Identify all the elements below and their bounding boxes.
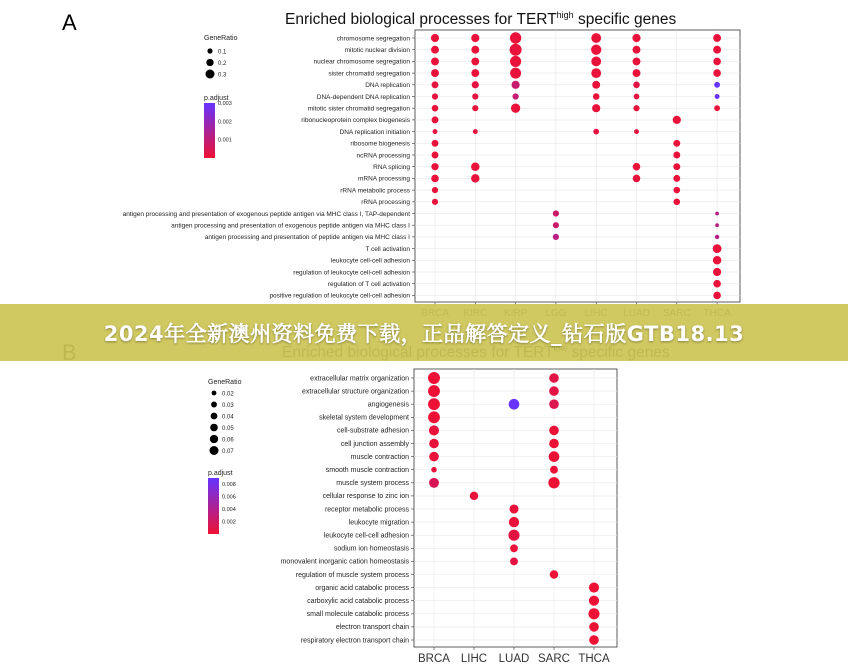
data-point [513, 93, 519, 99]
data-point [431, 34, 439, 42]
data-point [591, 68, 601, 78]
category-label: LUAD [498, 653, 530, 665]
data-point [433, 129, 438, 134]
data-point [471, 57, 479, 65]
term-label: cell junction assembly [340, 440, 409, 448]
data-point [549, 426, 559, 436]
data-point [432, 152, 439, 159]
size-legend-dot [206, 59, 213, 66]
term-label: leukocyte migration [348, 519, 409, 527]
banner-text: 2024年全新澳州资料免费下载，正品解答定义_钻石版GTB18.13 [103, 321, 745, 346]
data-point [553, 210, 559, 216]
term-label: leukocyte cell-cell adhesion [330, 257, 410, 265]
data-point [428, 411, 440, 423]
panel-a-title-tail: specific genes [573, 11, 677, 28]
size-legend-label: 0.02 [222, 391, 234, 398]
term-label: receptor metabolic process [324, 506, 409, 514]
panel-b [62, 340, 670, 665]
data-point [509, 504, 518, 513]
colorbar-tick-label: 0.001 [218, 137, 232, 144]
term-label: rRNA metabolic process [340, 187, 410, 195]
term-label: T cell activation [365, 245, 410, 253]
data-point [634, 94, 640, 100]
term-label: skeletal system development [319, 414, 409, 422]
data-point [549, 373, 559, 383]
size-legend-label: 0.1 [218, 49, 227, 56]
category-label: SARC [538, 653, 570, 665]
data-point [673, 152, 680, 159]
data-point [713, 58, 721, 66]
data-point [589, 583, 599, 593]
term-label: sister chromatid segregation [328, 70, 410, 78]
panel-a-title-sup: high [556, 10, 574, 20]
data-point [714, 82, 720, 88]
term-label: DNA replication initiation [339, 128, 410, 136]
panel-a-label: A [62, 10, 77, 35]
data-point [432, 199, 438, 205]
panel-a-title-main: Enriched biological processes for TERT [285, 11, 557, 28]
size-legend-label: 0.03 [222, 402, 234, 409]
term-label: muscle contraction [350, 453, 409, 461]
data-point [549, 399, 559, 409]
data-point [432, 187, 438, 193]
term-label: rRNA processing [361, 199, 410, 207]
term-label: extracellular structure organization [302, 388, 409, 396]
panel-a-term-labels [123, 35, 411, 299]
data-point [549, 439, 559, 449]
data-point [432, 140, 439, 147]
data-point [429, 425, 439, 435]
data-point [713, 244, 722, 253]
term-label: sodium ion homeostasis [333, 545, 409, 553]
term-label: ncRNA processing [356, 152, 410, 160]
panel-a [62, 10, 740, 319]
panel-b-term-labels [281, 375, 410, 644]
term-label: nuclear chromosome segregation [313, 58, 410, 66]
data-point [673, 140, 680, 147]
data-point [713, 46, 721, 54]
data-point [431, 175, 439, 183]
data-point [592, 104, 600, 112]
colorbar-tick-label: 0.002 [218, 119, 232, 126]
panel-a-color-legend-title: p.adjust [204, 95, 229, 102]
colorbar-tick-label: 0.008 [222, 482, 236, 489]
term-label: mitotic sister chromatid segregation [307, 105, 410, 113]
data-point [432, 105, 439, 112]
data-point [633, 175, 641, 183]
data-point [429, 439, 439, 449]
category-label: BRCA [418, 653, 450, 665]
term-label: regulation of muscle system process [295, 571, 409, 579]
data-point [589, 622, 599, 632]
term-label: DNA replication [365, 82, 410, 90]
term-label: mitotic nuclear division [344, 47, 410, 54]
term-label: extracellular matrix organization [310, 375, 409, 383]
data-point [429, 452, 439, 462]
panel-a-size-legend-title: GeneRatio [204, 35, 238, 42]
term-label: antigen processing and presentation of exogenous peptide antigen via MHC class I, TAP-dependent [122, 210, 410, 218]
term-label: ribosome biogenesis [350, 140, 410, 148]
data-point [470, 492, 478, 500]
data-point [633, 46, 641, 54]
size-legend-label: 0.3 [218, 72, 227, 79]
data-point [471, 46, 479, 54]
data-point [512, 81, 520, 89]
term-label: leukocyte cell-cell adhesion [323, 532, 409, 540]
colorbar-tick-label: 0.006 [222, 494, 236, 501]
category-label: THCA [578, 653, 610, 665]
colorbar-tick-label: 0.002 [222, 519, 236, 526]
data-point [674, 187, 681, 194]
term-label: chromosome segregation [336, 35, 410, 43]
data-point [593, 93, 600, 100]
size-legend-dot [207, 48, 212, 53]
term-label: regulation of leukocyte cell-cell adhesion [293, 269, 410, 277]
data-point [715, 212, 719, 216]
data-point [713, 34, 721, 42]
panel-a-plot-area [415, 30, 740, 302]
panel-a-title [285, 10, 676, 28]
panel-a-size-legend [206, 48, 228, 78]
data-point [428, 398, 440, 410]
size-legend-dot [206, 70, 215, 79]
data-point [713, 268, 721, 276]
data-point [548, 477, 559, 488]
term-label: angiogenesis [367, 401, 409, 409]
data-point [593, 129, 599, 135]
term-label: ribonucleoprotein complex biogenesis [301, 117, 410, 125]
data-point [633, 163, 641, 171]
data-point [431, 163, 438, 170]
term-label: antigen processing and presentation of peptide antigen via MHC class I [204, 234, 410, 242]
data-point [713, 256, 721, 264]
data-point [508, 530, 519, 541]
data-point [472, 81, 479, 88]
panel-a-colorbar-ticks [218, 101, 232, 144]
term-label: RNA splicing [373, 164, 410, 171]
data-point [510, 32, 521, 43]
data-point [471, 34, 479, 42]
term-label: cellular response to zinc ion [322, 493, 409, 501]
size-legend-dot [210, 424, 218, 432]
data-point [550, 466, 558, 474]
term-label: DNA-dependent DNA replication [316, 93, 410, 101]
data-point [713, 69, 721, 77]
size-legend-dot [212, 391, 217, 396]
data-point [471, 69, 479, 77]
data-point [588, 608, 599, 619]
term-label: small molecule catabolic process [306, 611, 409, 619]
term-label: carboxylic acid catabolic process [307, 598, 409, 605]
panel-b-category-labels [418, 653, 610, 665]
size-legend-label: 0.06 [222, 437, 234, 444]
data-point [472, 105, 478, 111]
data-point [549, 386, 559, 396]
data-point [673, 116, 681, 124]
data-point [592, 81, 600, 89]
data-point [471, 162, 479, 170]
size-legend-label: 0.04 [222, 414, 234, 421]
term-label: smooth muscle contraction [325, 467, 409, 474]
data-point [634, 129, 639, 134]
panel-b-legend [208, 379, 242, 534]
data-point [428, 372, 440, 384]
data-point [550, 570, 558, 578]
colorbar-tick-label: 0.003 [218, 101, 232, 107]
data-point [431, 467, 437, 473]
data-point [471, 174, 479, 182]
data-point [673, 163, 680, 170]
data-point [715, 94, 720, 99]
data-point [553, 234, 559, 240]
data-point [431, 46, 439, 54]
data-point [509, 517, 519, 527]
data-point [633, 105, 639, 111]
panel-b-colorbar [208, 478, 219, 534]
data-point [431, 57, 439, 65]
data-point [633, 57, 641, 65]
size-legend-dot [211, 402, 217, 408]
term-label: antigen processing and presentation of exogenous peptide antigen via MHC class I [171, 222, 410, 230]
panel-b-color-legend-title: p.adjust [208, 470, 233, 477]
term-label: electron transport chain [335, 624, 409, 632]
data-point [714, 105, 720, 111]
data-point [510, 544, 518, 552]
size-legend-label: 0.07 [222, 448, 234, 455]
data-point [553, 222, 559, 228]
data-point [589, 635, 599, 645]
size-legend-label: 0.2 [218, 60, 227, 67]
data-point [431, 69, 439, 77]
data-point [511, 104, 520, 113]
data-point [510, 68, 521, 79]
data-point [715, 235, 719, 239]
data-point [429, 478, 439, 488]
term-label: regulation of T cell activation [327, 281, 410, 288]
data-point [633, 82, 640, 89]
watermark-banner [0, 304, 848, 361]
size-legend-label: 0.05 [222, 425, 234, 432]
colorbar-tick-label: 0.004 [222, 507, 236, 514]
data-point [472, 93, 478, 99]
panel-b-size-legend-title: GeneRatio [208, 379, 242, 386]
term-label: cell-substrate adhesion [337, 427, 409, 435]
term-label: monovalent inorganic cation homeostasis [280, 558, 409, 566]
data-point [432, 81, 439, 88]
size-legend-dot [211, 413, 218, 420]
data-point [591, 45, 601, 55]
data-point [509, 399, 520, 410]
data-point [633, 69, 641, 77]
data-point [591, 33, 601, 43]
panel-a-legend [204, 35, 238, 158]
term-label: muscle system process [336, 480, 409, 488]
category-label: LIHC [460, 653, 488, 665]
data-point [510, 44, 522, 56]
data-point [674, 199, 681, 206]
data-point [673, 175, 680, 182]
panel-b-size-legend [210, 391, 235, 455]
term-label: mRNA processing [357, 175, 410, 183]
term-label: positive regulation of leukocyte cell-cell adhesion [269, 292, 410, 300]
size-legend-dot [210, 446, 219, 455]
data-point [591, 57, 601, 67]
data-point [510, 557, 518, 565]
data-point [510, 56, 521, 67]
data-point [473, 129, 478, 134]
data-point [589, 596, 599, 606]
data-point [715, 223, 719, 227]
term-label: organic acid catabolic process [315, 584, 409, 592]
data-point [432, 93, 438, 99]
panel-a-colorbar [204, 103, 215, 158]
panel-b-colorbar-ticks [222, 482, 236, 525]
data-point [432, 116, 439, 123]
data-point [428, 385, 440, 397]
data-point [549, 451, 560, 462]
data-point [632, 34, 640, 42]
data-point [713, 280, 721, 288]
size-legend-dot [210, 435, 218, 443]
term-label: respiratory electron transport chain [300, 637, 409, 645]
data-point [713, 292, 721, 300]
